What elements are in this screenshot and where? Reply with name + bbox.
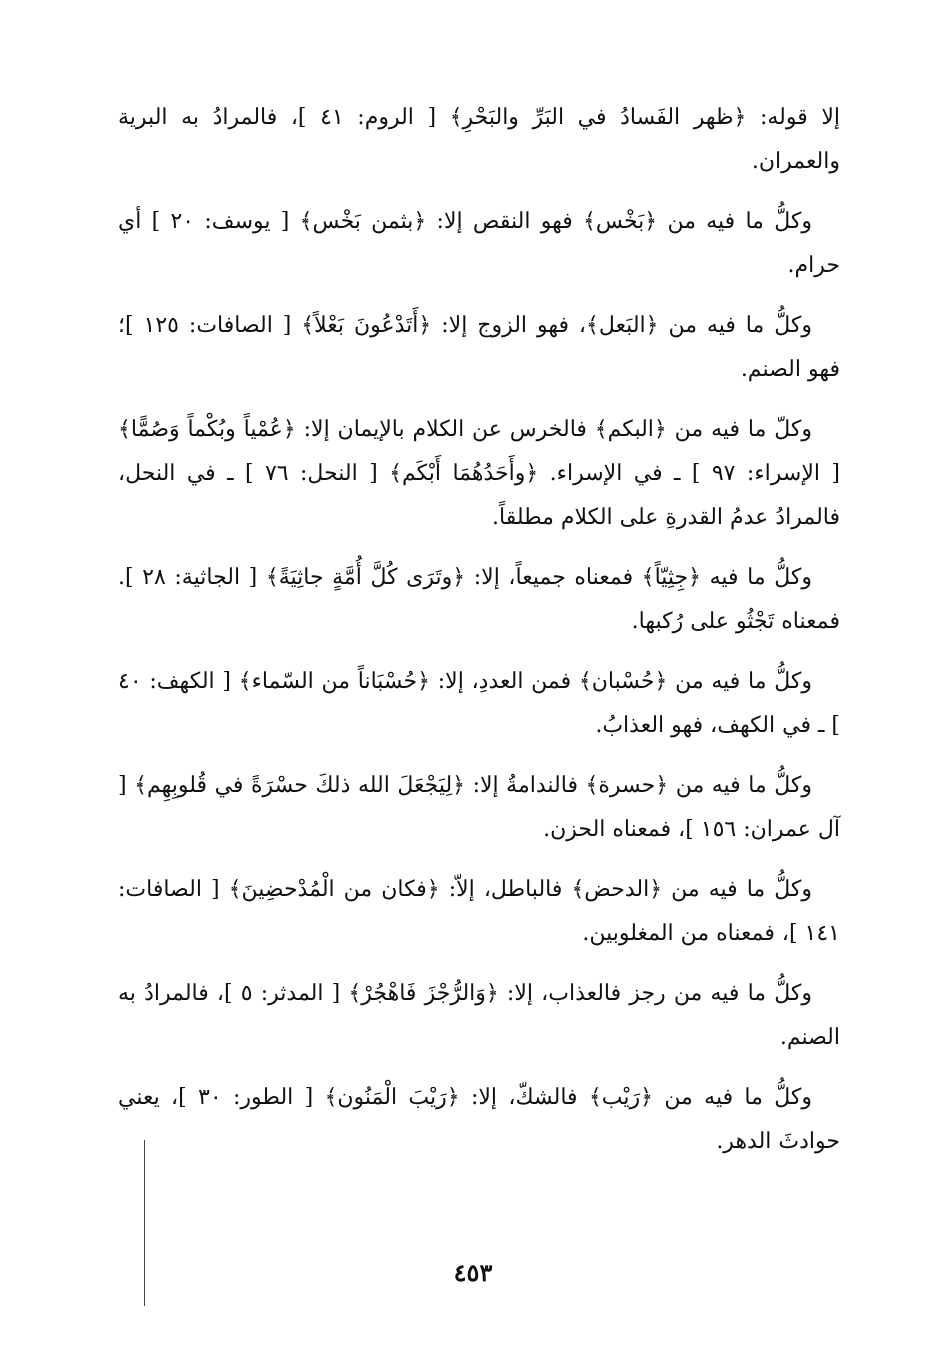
paragraph-2: وكلُّ ما فيه من ﴿بَخْس﴾ فهو النقص إلا: ﴿بثمن بَخْس﴾ [ يوسف: ٢٠ ] أي حرام. (118, 209, 840, 278)
page-body (118, 96, 840, 1180)
page-number: ٤٥٣ (453, 1258, 493, 1287)
paragraph-10: وكلُّ ما فيه من ﴿رَيْب﴾ فالشكّ، إلا: ﴿رَيْبَ الْمَنُون﴾ [ الطور: ٣٠ ]، يعني حوادثَ الدهر. (118, 1085, 840, 1154)
paragraph-5: وكلُّ ما فيه ﴿جِثِيّاً﴾ فمعناه جميعاً، إلا: ﴿وتَرَى كُلَّ أُمَّةٍ جاثِيَةً﴾ [ الجاثية: ٢٨ ]. فمعناه تَجْثُو على رُكبها. (118, 565, 840, 634)
paragraph-6: وكلُّ ما فيه من ﴿حُسْبان﴾ فمن العددِ، إلا: ﴿حُسْبَاناً من السّماء﴾ [ الكهف: ٤٠ ] ـ في الكهف، فهو العذابُ. (118, 669, 840, 738)
paragraph-1: إلا قوله: ﴿ظهر الفَسادُ في البَرِّ والبَحْرِ﴾ [ الروم: ٤١ ]، فالمرادُ به البرية والعمران. (118, 105, 840, 174)
paragraph-4: وكلّ ما فيه من ﴿البكم﴾ فالخرس عن الكلام بالإيمان إلا: ﴿عُمْياً وبُكْماً وَصُمًّا﴾ [ الإسراء: ٩٧ ] ـ في الإسراء. ﴿وأَحَدُهُمَا أَبْكَم﴾ [ النحل: ٧٦ ] ـ في النحل، فالمرادُ عدمُ القدرةِ على الكلام مطلقاً. (118, 417, 841, 530)
paragraph-8: وكلُّ ما فيه من ﴿الدحض﴾ فالباطل، إلاّ: ﴿فكان من الْمُدْحضِينَ﴾ [ الصافات: ١٤١ ]، فمعناه من المغلوبين. (118, 877, 840, 946)
paragraph-3: وكلُّ ما فيه من ﴿البَعل﴾، فهو الزوج إلا: ﴿أَتَدْعُونَ بَعْلاً﴾ [ الصافات: ١٢٥ ]؛ فهو الصنم. (118, 313, 840, 382)
paragraph-9: وكلُّ ما فيه من رجز فالعذاب، إلا: ﴿وَالرُّجْزَ فَاهْجُرْ﴾ [ المدثر: ٥ ]، فالمرادُ به الصنم. (118, 981, 840, 1050)
paragraph-7: وكلُّ ما فيه من ﴿حسرة﴾ فالندامةُ إلا: ﴿لِيَجْعَلَ الله ذلكَ حسْرَةً في قُلوبِهِم﴾ [ آل عمران: ١٥٦ ]، فمعناه الحزن. (118, 773, 840, 842)
